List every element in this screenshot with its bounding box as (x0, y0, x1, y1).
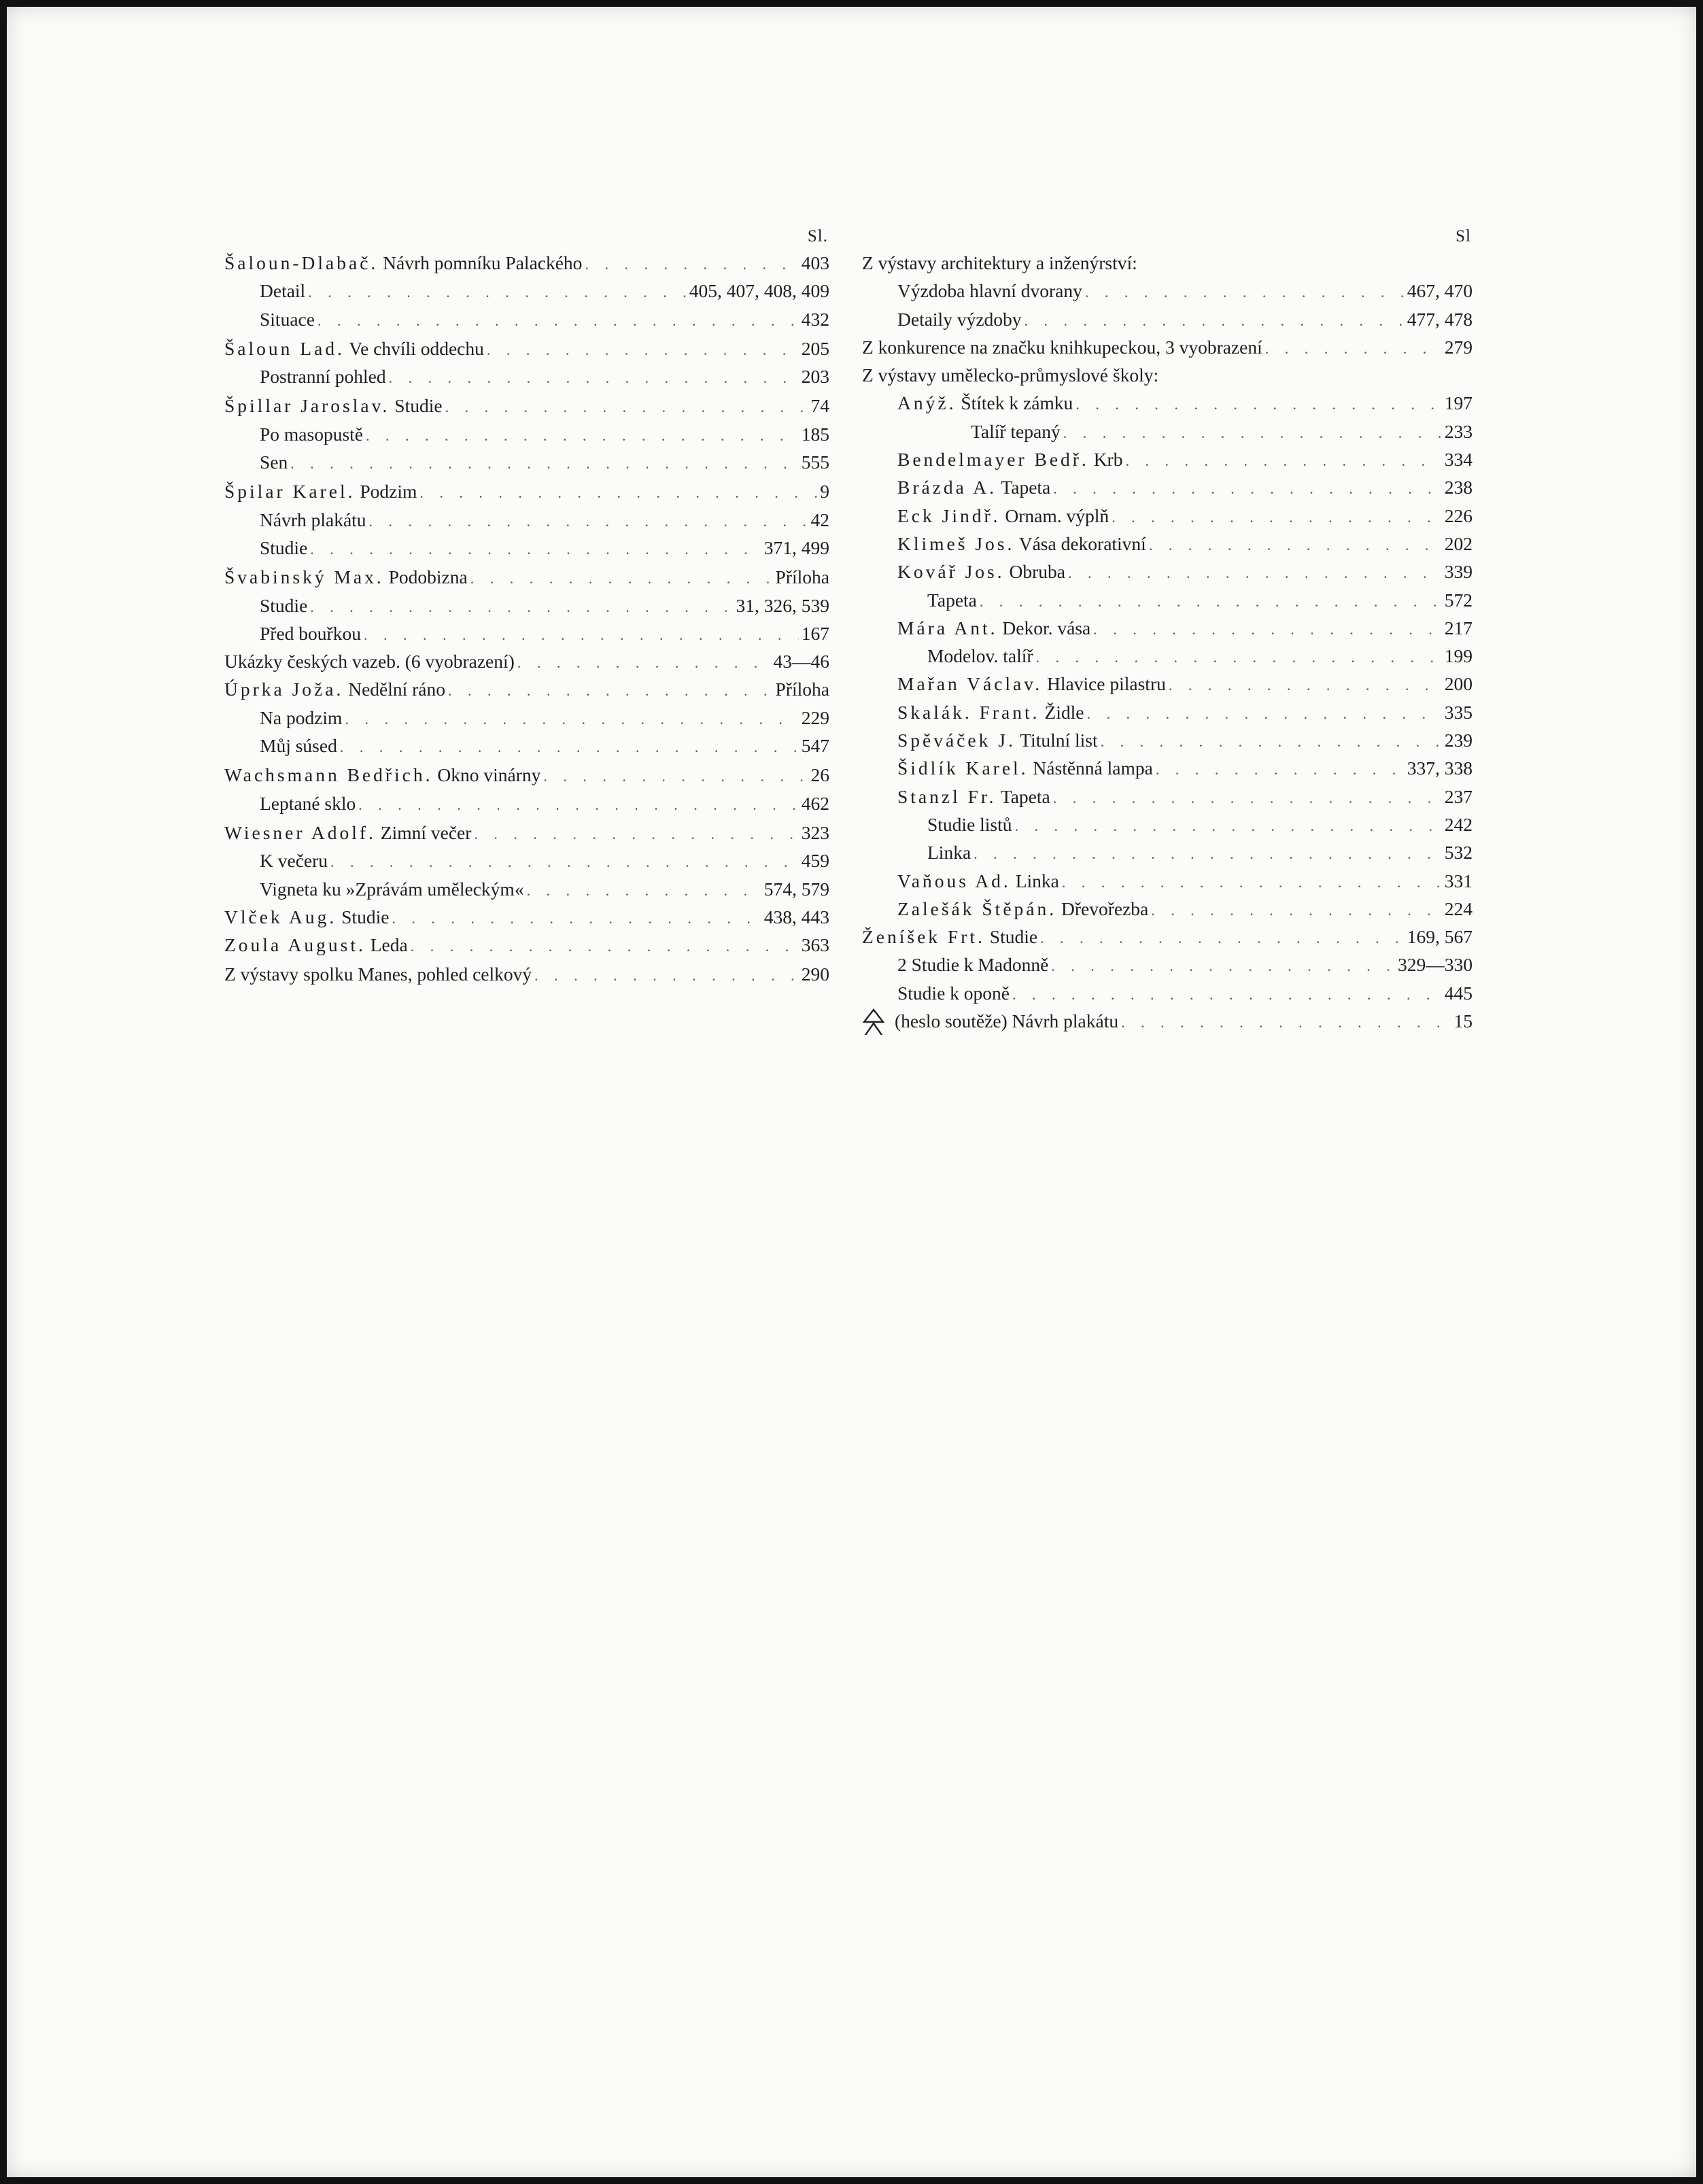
page-number: 229 (801, 706, 829, 728)
page-number: 445 (1444, 982, 1473, 1004)
work-title: Štítek k zámku (961, 392, 1073, 414)
dot-leader (517, 649, 771, 675)
page-number: 335 (1444, 701, 1473, 723)
index-entry (862, 586, 1473, 614)
dot-leader (1086, 700, 1441, 726)
artist-name: Spěváček J. (897, 730, 1016, 751)
artist-name: Šaloun Lad. (224, 337, 345, 359)
page-number: 432 (801, 308, 829, 330)
index-entry (224, 305, 829, 333)
double-triangle-icon (862, 1008, 885, 1036)
page-number: Příloha (775, 679, 829, 700)
index-entry (862, 502, 1473, 530)
work-title: Podobizna (388, 566, 468, 588)
work-title: 2 Studie k Madonně (897, 954, 1049, 976)
page-number: 572 (1444, 589, 1473, 611)
work-title: Postranní pohled (260, 366, 386, 388)
page-number: 371, 499 (763, 536, 829, 558)
work-title: Nedělní ráno (348, 679, 446, 700)
artist-name: Wiesner Adolf. (224, 821, 376, 843)
artist-name: Mařan Václav. (897, 673, 1043, 695)
index-entry (224, 732, 829, 760)
work-title: Studie listů (927, 813, 1012, 835)
page-number: 405, 407, 408, 409 (689, 280, 829, 302)
artist-name: Ženíšek Frt. (862, 926, 985, 948)
index-entry (862, 333, 1473, 361)
work-title: Zimní večer (380, 821, 472, 843)
work-title: Můj súsed (260, 735, 337, 757)
dot-leader (364, 621, 799, 647)
work-title: Hlavice pilastru (1046, 673, 1166, 695)
index-entry (862, 530, 1473, 558)
dot-leader (1051, 952, 1395, 978)
dot-leader (1112, 503, 1442, 530)
work-title: Židle (1044, 701, 1084, 723)
index-column-right (862, 224, 1473, 1035)
work-title: Vása dekorativní (1018, 532, 1146, 554)
page-number: 337, 338 (1407, 757, 1473, 779)
page-number: 202 (1444, 532, 1473, 554)
index-entry (862, 445, 1473, 473)
work-title: Studie (989, 926, 1038, 948)
dot-leader (1156, 755, 1405, 782)
dot-leader (308, 278, 687, 305)
work-title: Na podzim (260, 706, 343, 728)
page-number: 226 (1444, 505, 1473, 526)
dot-leader (1025, 307, 1405, 333)
artist-name: Skalák. Frant. (897, 701, 1040, 723)
index-entry (224, 847, 829, 874)
page-number: 363 (801, 934, 829, 956)
page-number: 238 (1444, 477, 1473, 498)
dot-leader (369, 507, 808, 534)
dot-leader (487, 336, 799, 362)
artist-name: Šaloun-Dlabač. (224, 252, 379, 273)
index-entry (862, 811, 1473, 838)
dot-leader (1093, 615, 1442, 642)
index-entry (224, 534, 829, 562)
work-title: Situace (260, 308, 315, 330)
work-title: Tapeta (927, 589, 977, 611)
page-number: 74 (810, 395, 829, 417)
page-number: 15 (1453, 1010, 1473, 1032)
dot-leader (345, 705, 798, 732)
page-number: 339 (1444, 561, 1473, 583)
page-number: 242 (1444, 813, 1473, 835)
work-title: Studie k oponě (897, 982, 1010, 1004)
index-entry (862, 895, 1473, 923)
index-entry (224, 960, 829, 988)
dot-leader (1149, 531, 1442, 558)
work-title: Modelov. talíř (927, 645, 1033, 667)
work-title: Podzim (360, 481, 417, 502)
work-title: Titulní list (1020, 730, 1098, 751)
work-title: Vigneta ku »Zprávám uměleckým« (260, 878, 524, 900)
index-entry (224, 619, 829, 647)
work-title: Z výstavy spolku Manes, pohled celkový (224, 963, 532, 985)
dot-leader (419, 479, 817, 505)
dot-leader (330, 848, 799, 874)
dot-leader (411, 932, 799, 959)
page-number: 532 (1444, 842, 1473, 864)
index-entry (224, 789, 829, 817)
work-title: Před bouřkou (260, 622, 361, 644)
page-number: 547 (801, 735, 829, 757)
dot-leader (1085, 278, 1405, 305)
page-number: 197 (1444, 392, 1473, 414)
dot-leader (389, 364, 799, 390)
artist-name: Wachsmann Bedřich. (224, 764, 433, 786)
page-number: 200 (1444, 673, 1473, 695)
page-number: 237 (1444, 785, 1473, 807)
page-number: 31, 326, 539 (736, 594, 829, 616)
index-entry (862, 473, 1473, 501)
index-entry (224, 819, 829, 847)
page-number: 334 (1444, 449, 1473, 471)
page-number: 467, 470 (1407, 280, 1473, 302)
index-entry (862, 417, 1473, 445)
dot-leader (1040, 924, 1405, 951)
index-entry (862, 951, 1473, 978)
page-number: 203 (801, 366, 829, 388)
page-number: 26 (810, 764, 829, 786)
work-title: Z výstavy umělecko-průmyslové školy: (862, 364, 1159, 386)
dot-leader (474, 820, 798, 847)
section-heading (862, 249, 1473, 277)
dot-leader (366, 422, 799, 448)
dot-leader (1063, 419, 1442, 445)
index-entry (862, 1007, 1473, 1035)
dot-leader (1036, 643, 1442, 670)
page-number: 477, 478 (1407, 308, 1473, 330)
index-entry (224, 362, 829, 390)
work-title: Ve chvíli oddechu (349, 337, 484, 359)
page-number: 169, 567 (1407, 926, 1473, 948)
dot-leader (527, 876, 761, 903)
page-number: 167 (801, 622, 829, 644)
dot-leader (310, 593, 733, 619)
page-number: 331 (1444, 870, 1473, 891)
dot-leader (1125, 447, 1441, 473)
work-title: K večeru (260, 850, 328, 872)
index-entry (862, 305, 1473, 333)
index-entry (862, 838, 1473, 866)
work-title: Sen (260, 451, 288, 473)
column-header: Sl (1456, 227, 1471, 245)
dot-leader (1265, 335, 1442, 361)
dot-leader (1121, 1008, 1451, 1035)
dot-leader (445, 393, 808, 420)
index-entry (862, 979, 1473, 1007)
index-entry (862, 923, 1473, 951)
work-title: Ornam. výplň (1005, 505, 1109, 526)
work-title: Návrh plakátu (260, 509, 366, 530)
page-number: 279 (1444, 336, 1473, 358)
section-heading (862, 361, 1473, 389)
work-title: Z konkurence na značku knihkupeckou, 3 vyobrazení (862, 336, 1262, 358)
work-title: Dřevořezba (1061, 898, 1149, 919)
dot-leader (1062, 868, 1442, 895)
work-title: Okno vinárny (437, 764, 541, 786)
artist-name: Anýž. (897, 392, 957, 414)
index-entry (224, 704, 829, 732)
page-number: 224 (1444, 898, 1473, 919)
dot-leader (1053, 784, 1442, 811)
work-title: Dekor. vása (1002, 617, 1091, 638)
index-entry (224, 277, 829, 305)
index-entry (862, 277, 1473, 305)
page-number: 555 (801, 451, 829, 473)
work-title: Nástěnná lampa (1033, 757, 1153, 779)
artist-name: Mára Ant. (897, 617, 998, 638)
work-title: Talíř tepaný (971, 420, 1061, 442)
dot-leader (1101, 728, 1442, 754)
index-entry (862, 670, 1473, 698)
work-title: Po masopustě (260, 423, 364, 445)
page-number: 205 (801, 337, 829, 359)
dot-leader (543, 762, 808, 789)
column-header: Sl. (807, 227, 828, 245)
work-title: (heslo soutěže) Návrh plakátu (895, 1010, 1119, 1032)
page-number: 42 (810, 509, 829, 530)
work-title: Tapeta (1001, 477, 1051, 498)
dot-leader (1169, 671, 1442, 698)
dot-leader (290, 449, 799, 476)
work-title: Studie (260, 536, 308, 558)
index-entry (224, 592, 829, 619)
page-number: 459 (801, 850, 829, 872)
index-entry (224, 249, 829, 277)
index-entry (862, 558, 1473, 585)
artist-name: Úprka Joža. (224, 679, 344, 700)
dot-leader (448, 677, 773, 703)
artist-name: Stanzl Fr. (897, 785, 997, 807)
index-entry (862, 389, 1473, 417)
index-entry (862, 783, 1473, 811)
dot-leader (585, 250, 798, 277)
index-entry (224, 675, 829, 703)
artist-name: Šidlík Karel. (897, 757, 1029, 779)
artist-name: Švabinský Max. (224, 566, 384, 588)
dot-leader (1015, 812, 1442, 838)
page-number: Příloha (775, 566, 829, 588)
dot-leader (1068, 559, 1442, 585)
index-entry (862, 867, 1473, 895)
work-title: Krb (1093, 449, 1123, 471)
work-title: Studie (341, 906, 390, 927)
index-entry (862, 642, 1473, 670)
artist-name: Vlček Aug. (224, 906, 337, 927)
artist-name: Brázda A. (897, 477, 997, 498)
index-entry (224, 477, 829, 505)
index-entry (224, 335, 829, 362)
work-title: Výzdoba hlavní dvorany (897, 280, 1082, 302)
index-entry (224, 931, 829, 959)
index-entry (224, 903, 829, 931)
work-title: Detail (260, 280, 306, 302)
page-number: 199 (1444, 645, 1473, 667)
dot-leader (974, 840, 1442, 866)
artist-name: Zalešák Štěpán. (897, 898, 1057, 919)
index-entry (224, 420, 829, 448)
page-number: 323 (801, 821, 829, 843)
dot-leader (1012, 980, 1442, 1007)
page-number: 574, 579 (763, 878, 829, 900)
page-number: 9 (820, 481, 829, 502)
work-title: Linka (927, 842, 971, 864)
dot-leader (1151, 896, 1442, 923)
page-number: 438, 443 (763, 906, 829, 927)
index-entry (862, 698, 1473, 726)
work-title: Leda (370, 934, 408, 956)
dot-leader (1076, 390, 1441, 417)
work-title: Obruba (1009, 561, 1065, 583)
page-number: 185 (801, 423, 829, 445)
index-entry (862, 726, 1473, 754)
work-title: Studie (260, 594, 308, 616)
artist-name: Bendelmayer Bedř. (897, 449, 1089, 471)
work-title: Studie (394, 395, 443, 417)
page-number: 43—46 (773, 651, 829, 672)
index-entry (224, 875, 829, 903)
page-number: 329—330 (1398, 954, 1473, 976)
work-title: Linka (1015, 870, 1059, 891)
page-number: 217 (1444, 617, 1473, 638)
artist-name: Klimeš Jos. (897, 532, 1015, 554)
index-entry (224, 563, 829, 591)
dot-leader (340, 733, 799, 760)
work-title: Z výstavy architektury a inženýrství: (862, 252, 1137, 273)
page-number: 403 (801, 252, 829, 273)
index-entry (862, 754, 1473, 782)
artist-name: Špilar Karel. (224, 481, 356, 502)
work-title: Tapeta (1000, 785, 1050, 807)
work-title: Detaily výzdoby (897, 308, 1022, 330)
dot-leader (310, 535, 761, 562)
artist-name: Eck Jindř. (897, 505, 1001, 526)
dot-leader (1053, 475, 1442, 501)
index-entry (224, 506, 829, 534)
artist-name: Špillar Jaroslav. (224, 395, 390, 417)
artist-name: Kovář Jos. (897, 561, 1005, 583)
artist-name: Zoula August. (224, 934, 366, 956)
dot-leader (317, 307, 799, 333)
dot-leader (534, 961, 799, 988)
artist-name: Vaňous Ad. (897, 870, 1011, 891)
index-entry (862, 614, 1473, 642)
page-number: 239 (1444, 730, 1473, 751)
page-number: 462 (801, 792, 829, 814)
work-title: Návrh pomníku Palackého (383, 252, 583, 273)
work-title: Leptané sklo (260, 792, 356, 814)
dot-leader (980, 587, 1442, 614)
index-entry (224, 392, 829, 420)
page-number: 233 (1444, 420, 1473, 442)
page-number: 290 (801, 963, 829, 985)
work-title: Ukázky českých vazeb. (6 vyobrazení) (224, 651, 515, 672)
dot-leader (358, 791, 798, 817)
index-column-left (224, 224, 829, 989)
dot-leader (470, 564, 773, 591)
dot-leader (392, 904, 761, 931)
index-entry (224, 647, 829, 675)
index-entry (224, 761, 829, 789)
index-entry (224, 448, 829, 476)
